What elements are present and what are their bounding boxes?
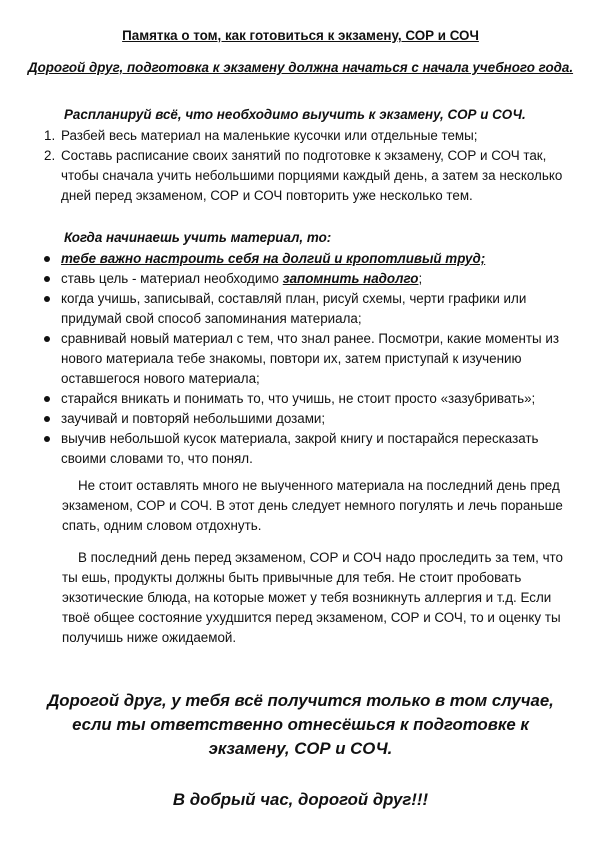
bullet-icon bbox=[44, 296, 50, 302]
paragraph-food-advice: В последний день перед экзаменом, СОР и СОЧ надо проследить за тем, что ты ешь, продукты должны быть привычные для тебя. Не стоит пробовать экзотические блюда, на которые может у тебя возникнуть аллергия и т.д. Если твоё общее состояние ухудшится перед экзаменом, СОР и СОЧ, то и оценку ты получишь ниже ожидаемой. bbox=[62, 550, 563, 645]
list-item-text: когда учишь, записывай, составляй план, рисуй схемы, черти графики или придумай свой способ запоминания материала; bbox=[61, 291, 527, 326]
bullet-icon bbox=[44, 416, 50, 422]
list-item-emphasis: запомнить надолго bbox=[282, 271, 419, 286]
memo-title: Памятка о том, как готовиться к экзамену, СОР и СОЧ bbox=[122, 28, 479, 43]
list-item bbox=[44, 409, 569, 429]
list-item bbox=[44, 126, 569, 146]
list-item-text: тебе важно настроить себя на долгий и кропотливый труд; bbox=[61, 251, 486, 266]
bullet-icon bbox=[44, 396, 50, 402]
plan-numbered-list bbox=[44, 126, 569, 206]
list-item bbox=[44, 329, 569, 389]
learning-bullet-list bbox=[44, 249, 569, 469]
list-item bbox=[44, 389, 569, 409]
list-item bbox=[44, 289, 569, 329]
learning-heading: Когда начинаешь учить материал, то: bbox=[64, 230, 332, 245]
bullet-icon bbox=[44, 436, 50, 442]
plan-heading: Распланируй всё, что необходимо выучить к экзамену, СОР и СОЧ. bbox=[64, 107, 526, 122]
list-item bbox=[44, 249, 569, 269]
list-item-text: Составь расписание своих занятий по подготовке к экзамену, СОР и СОЧ так, чтобы сначала учить небольшими порциями каждый день, а затем за несколько дней перед экзаменом, СОР и СОЧ повторить уже несколько тем. bbox=[61, 148, 563, 203]
list-item-text-prefix: ставь цель - материал необходимо bbox=[61, 271, 283, 286]
list-item-text: выучив небольшой кусок материала, закрой книгу и постарайся пересказать своими словами то, что понял. bbox=[61, 431, 539, 466]
bullet-icon bbox=[44, 256, 50, 262]
list-number: 1. bbox=[44, 128, 56, 143]
list-item-text: Разбей весь материал на маленькие кусочки или отдельные темы; bbox=[61, 128, 478, 143]
list-item-text: старайся вникать и понимать то, что учишь, не стоит просто «зазубривать»; bbox=[61, 391, 536, 406]
list-item-text: сравнивай новый материал с тем, что знал ранее. Посмотри, какие моменты из нового материала тебе знакомы, повтори их, затем приступай к изучению оставшегося нового материала; bbox=[61, 331, 559, 386]
list-item-text-suffix: ; bbox=[418, 271, 423, 286]
list-item bbox=[44, 146, 569, 206]
list-number: 2. bbox=[44, 148, 56, 163]
list-item bbox=[44, 429, 569, 469]
paragraph-rest-advice: Не стоит оставлять много не выученного материала на последний день пред экзаменом, СОР и СОЧ. В этот день следует немного погулять и лечь пораньше спать, одним словом отдохнуть. bbox=[62, 478, 563, 533]
list-item-text: заучивай и повторяй небольшими дозами; bbox=[61, 411, 326, 426]
memo-subtitle: Дорогой друг, подготовка к экзамену должна начаться с начала учебного года. bbox=[27, 60, 574, 75]
bullet-icon bbox=[44, 336, 50, 342]
good-luck-wish: В добрый час, дорогой друг!!! bbox=[172, 790, 429, 809]
closing-message: Дорогой друг, у тебя всё получится только в том случае, если ты ответственно отнесёшься к подготовке к экзамену, СОР и СОЧ. bbox=[47, 691, 554, 758]
bullet-icon bbox=[44, 276, 50, 282]
list-item bbox=[44, 269, 569, 289]
